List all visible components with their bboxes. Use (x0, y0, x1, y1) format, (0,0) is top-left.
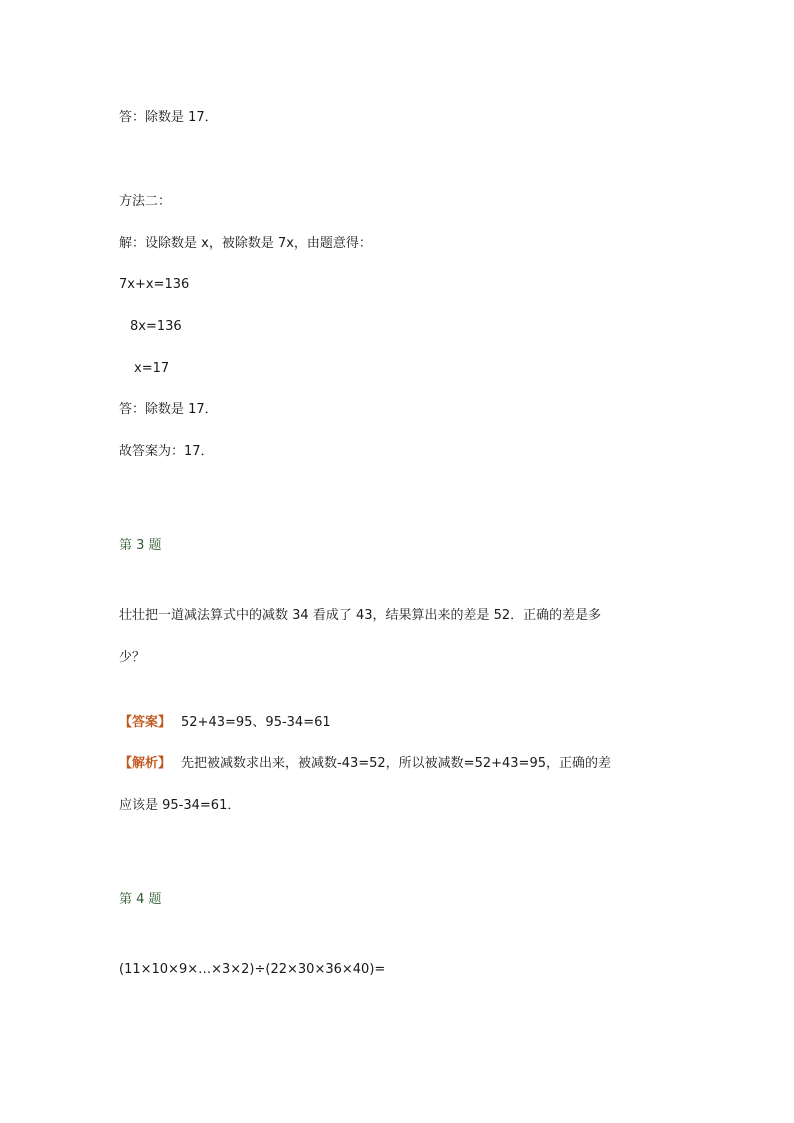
q4-title: 第 4 题 (119, 892, 162, 907)
q3-title: 第 3 题 (119, 538, 162, 553)
q3-question-line-2: 少？ (119, 650, 146, 665)
method2-final: 故答案为：17． (119, 444, 214, 459)
method2-equation-3: x=17 (134, 361, 170, 376)
q4-question: (11×10×9×…×3×2)÷(22×30×36×40)= (119, 962, 386, 977)
method2-equation-1: 7x+x=136 (119, 277, 190, 292)
analysis-tag: 【解析】 (119, 756, 172, 771)
q3-question-line-1: 壮壮把一道减法算式中的减数 34 看成了 43，结果算出来的差是 52．正确的差是多 (119, 608, 602, 623)
method1-answer: 答：除数是 17． (119, 110, 218, 125)
analysis-text-line-1: 先把被减数求出来，被减数-43=52，所以被减数=52+43=95，正确的差 (181, 756, 611, 771)
method2-answer: 答：除数是 17． (119, 402, 218, 417)
q3-analysis-line-2: 应该是 95-34=61． (119, 798, 241, 813)
answer-tag: 【答案】 (119, 715, 172, 730)
method2-setup: 解：设除数是 x，被除数是 7x，由题意得： (119, 236, 372, 251)
method2-heading: 方法二： (119, 194, 172, 209)
method2-equation-2: 8x=136 (130, 319, 182, 334)
q3-analysis (119, 755, 611, 773)
answer-text: 52+43=95、95-34=61 (181, 715, 331, 730)
q3-answer (119, 714, 331, 732)
